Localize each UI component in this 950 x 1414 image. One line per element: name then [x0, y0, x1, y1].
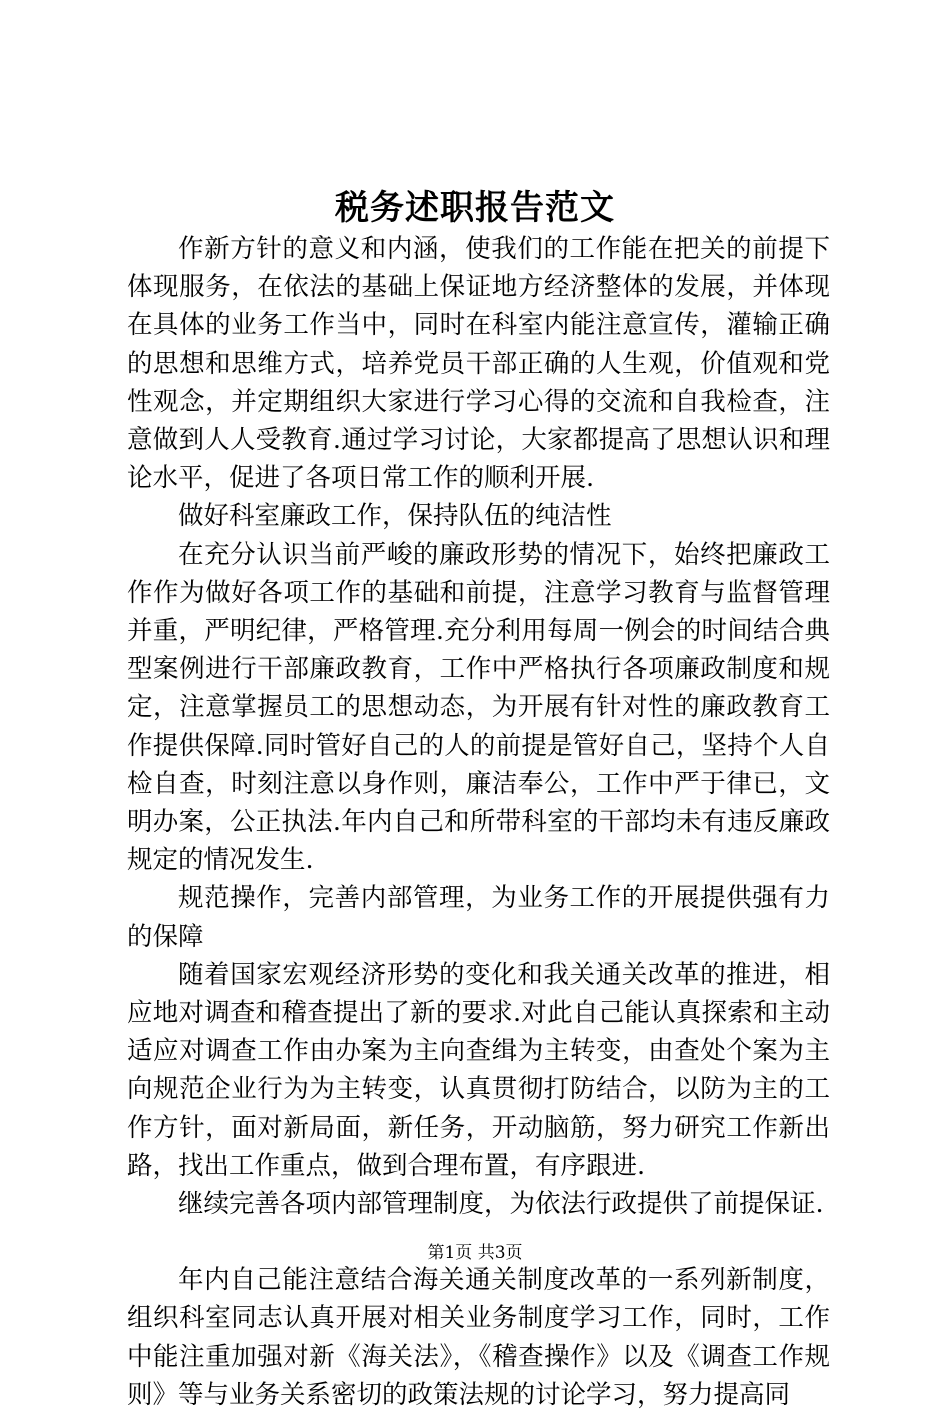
paragraph: 作新方针的意义和内涵，使我们的工作能在把关的前提下体现服务，在依法的基础上保证地方经济整体的发展，并体现在具体的业务工作当中，同时在科室内能注意宣传，灌输正确的思想和思维方式，培养党员干部正确的人生观，价值观和党性观念，并定期组织大家进行学习心得的交流和自我检查，注意做到人人受教育.通过学习讨论，大家都提高了思想认识和理论水平，促进了各项日常工作的顺利开展.	[127, 234, 830, 494]
paragraph: 继续完善各项内部管理制度，为依法行政提供了前提保证.	[178, 1189, 824, 1220]
paragraph: 在充分认识当前严峻的廉政形势的情况下，始终把廉政工作作为做好各项工作的基础和前提，注意学习教育与监督管理并重，严明纪律，严格管理.充分利用每周一例会的时间结合典型案例进行干部廉政教育，工作中严格执行各项廉政制度和规定，注意掌握员工的思想动态，为开展有针对性的廉政教育工作提供保障.同时管好自己的人的前提是管好自己，坚持个人自检自查，时刻注意以身作则，廉洁奉公，工作中严于律已，文明办案，公正执法.年内自己和所带科室的干部均未有违反廉政规定的情况发生.	[127, 539, 830, 876]
document-body	[127, 230, 830, 1414]
section-heading: 做好科室廉政工作，保持队伍的纯洁性	[178, 501, 612, 532]
section-heading: 规范操作，完善内部管理，为业务工作的开展提供强有力的保障	[127, 883, 830, 952]
paragraph: 随着国家宏观经济形势的变化和我关通关改革的推进，相应地对调查和稽查提出了新的要求.对此自己能认真探索和主动适应对调查工作由办案为主向查缉为主转变，由查处个案为主向规范企业行为为主转变，认真贯彻打防结合，以防为主的工作方针，面对新局面，新任务，开动脑筋，努力研究工作新出路，找出工作重点，做到合理布置，有序跟进.	[127, 959, 830, 1181]
page-number-footer: 第1页 共3页	[427, 1243, 523, 1263]
paragraph: 年内自己能注意结合海关通关制度改革的一系列新制度，组织科室同志认真开展对相关业务制度学习工作，同时，工作中能注重加强对新《海关法》，《稽查操作》以及《调查工作规则》等与业务关系密切的政策法规的讨论学习，努力提高同	[127, 1265, 830, 1410]
document-title: 税务述职报告范文	[335, 188, 615, 228]
